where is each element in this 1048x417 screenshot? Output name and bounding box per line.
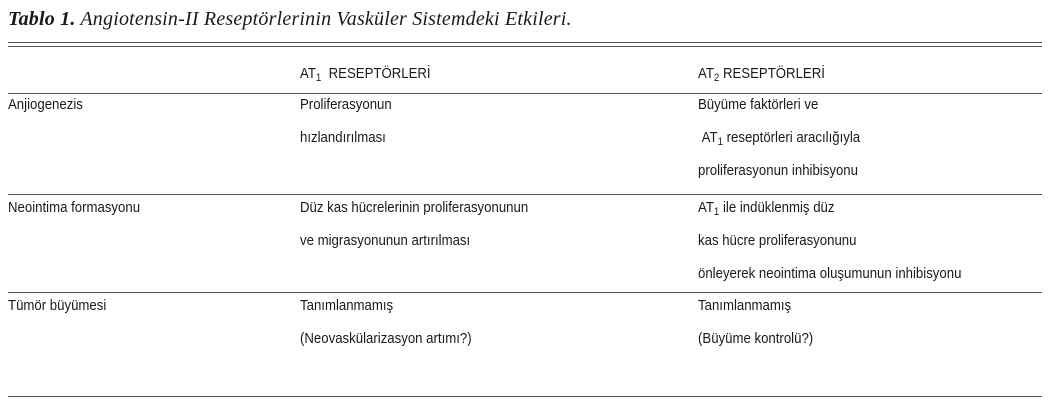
header-at2-suffix: RESEPTÖRLERİ <box>722 65 825 82</box>
cell-line <box>698 191 961 224</box>
row-label: Anjiogenezis <box>8 96 83 113</box>
table-number: Tablo 1. <box>8 8 76 30</box>
row-anjiogenezis-at2 <box>698 88 860 187</box>
row-label: Neointima formasyonu <box>8 199 141 216</box>
row-neointima-at1 <box>300 191 528 257</box>
cell-line: Büyüme faktörleri ve <box>698 96 819 113</box>
row-tumor-at1 <box>300 289 472 355</box>
header-rule <box>8 93 1042 94</box>
at-prefix: AT <box>701 129 718 146</box>
bottom-rule <box>8 396 1042 397</box>
header-at2-prefix: AT <box>698 65 714 82</box>
row-anjiogenezis-label <box>8 88 83 121</box>
top-rule-double <box>8 46 1042 47</box>
cell-line: (Büyüme kontrolü?) <box>698 330 814 347</box>
header-at1 <box>300 57 431 90</box>
header-at1-sub: 1 <box>315 72 322 84</box>
cell-line: önleyerek neointima oluşumunun inhibisyonu <box>698 265 962 282</box>
cell-line <box>698 121 860 154</box>
at-prefix: AT <box>698 199 714 216</box>
row-label: Tümör büyümesi <box>8 297 107 314</box>
cell-line-rest: ile indüklenmiş düz <box>722 199 835 216</box>
cell-line: (Neovaskülarizasyon artımı?) <box>300 330 472 347</box>
cell-line: Düz kas hücrelerinin proliferasyonunun <box>300 199 529 216</box>
header-at1-prefix: AT <box>300 65 316 82</box>
row-anjiogenezis-at1 <box>300 88 392 154</box>
cell-line: Tanımlanmamış <box>300 297 394 314</box>
table-title: Angiotensin-II Reseptörlerinin Vasküler Sistemdeki Etkileri. <box>80 8 572 30</box>
at-sub: 1 <box>717 136 723 148</box>
cell-line: proliferasyonun inhibisyonu <box>698 162 858 179</box>
row-neointima-label <box>8 191 140 224</box>
row-tumor-at2 <box>698 289 813 355</box>
row-tumor-label <box>8 289 106 322</box>
header-at1-suffix: RESEPTÖRLERİ <box>328 65 431 82</box>
header-at2-sub: 2 <box>713 72 720 84</box>
row-rule <box>8 292 1042 293</box>
cell-line: ve migrasyonunun artırılması <box>300 232 471 249</box>
at-sub: 1 <box>713 206 720 218</box>
cell-line: hızlandırılması <box>300 129 386 146</box>
cell-line: Proliferasyonun <box>300 96 392 113</box>
top-rule <box>8 42 1042 43</box>
table-caption <box>8 8 572 31</box>
row-neointima-at2 <box>698 191 961 290</box>
cell-line-rest: reseptörleri aracılığıyla <box>726 129 861 146</box>
cell-line: Tanımlanmamış <box>698 297 792 314</box>
header-at2 <box>698 57 825 90</box>
cell-line: kas hücre proliferasyonunu <box>698 232 857 249</box>
